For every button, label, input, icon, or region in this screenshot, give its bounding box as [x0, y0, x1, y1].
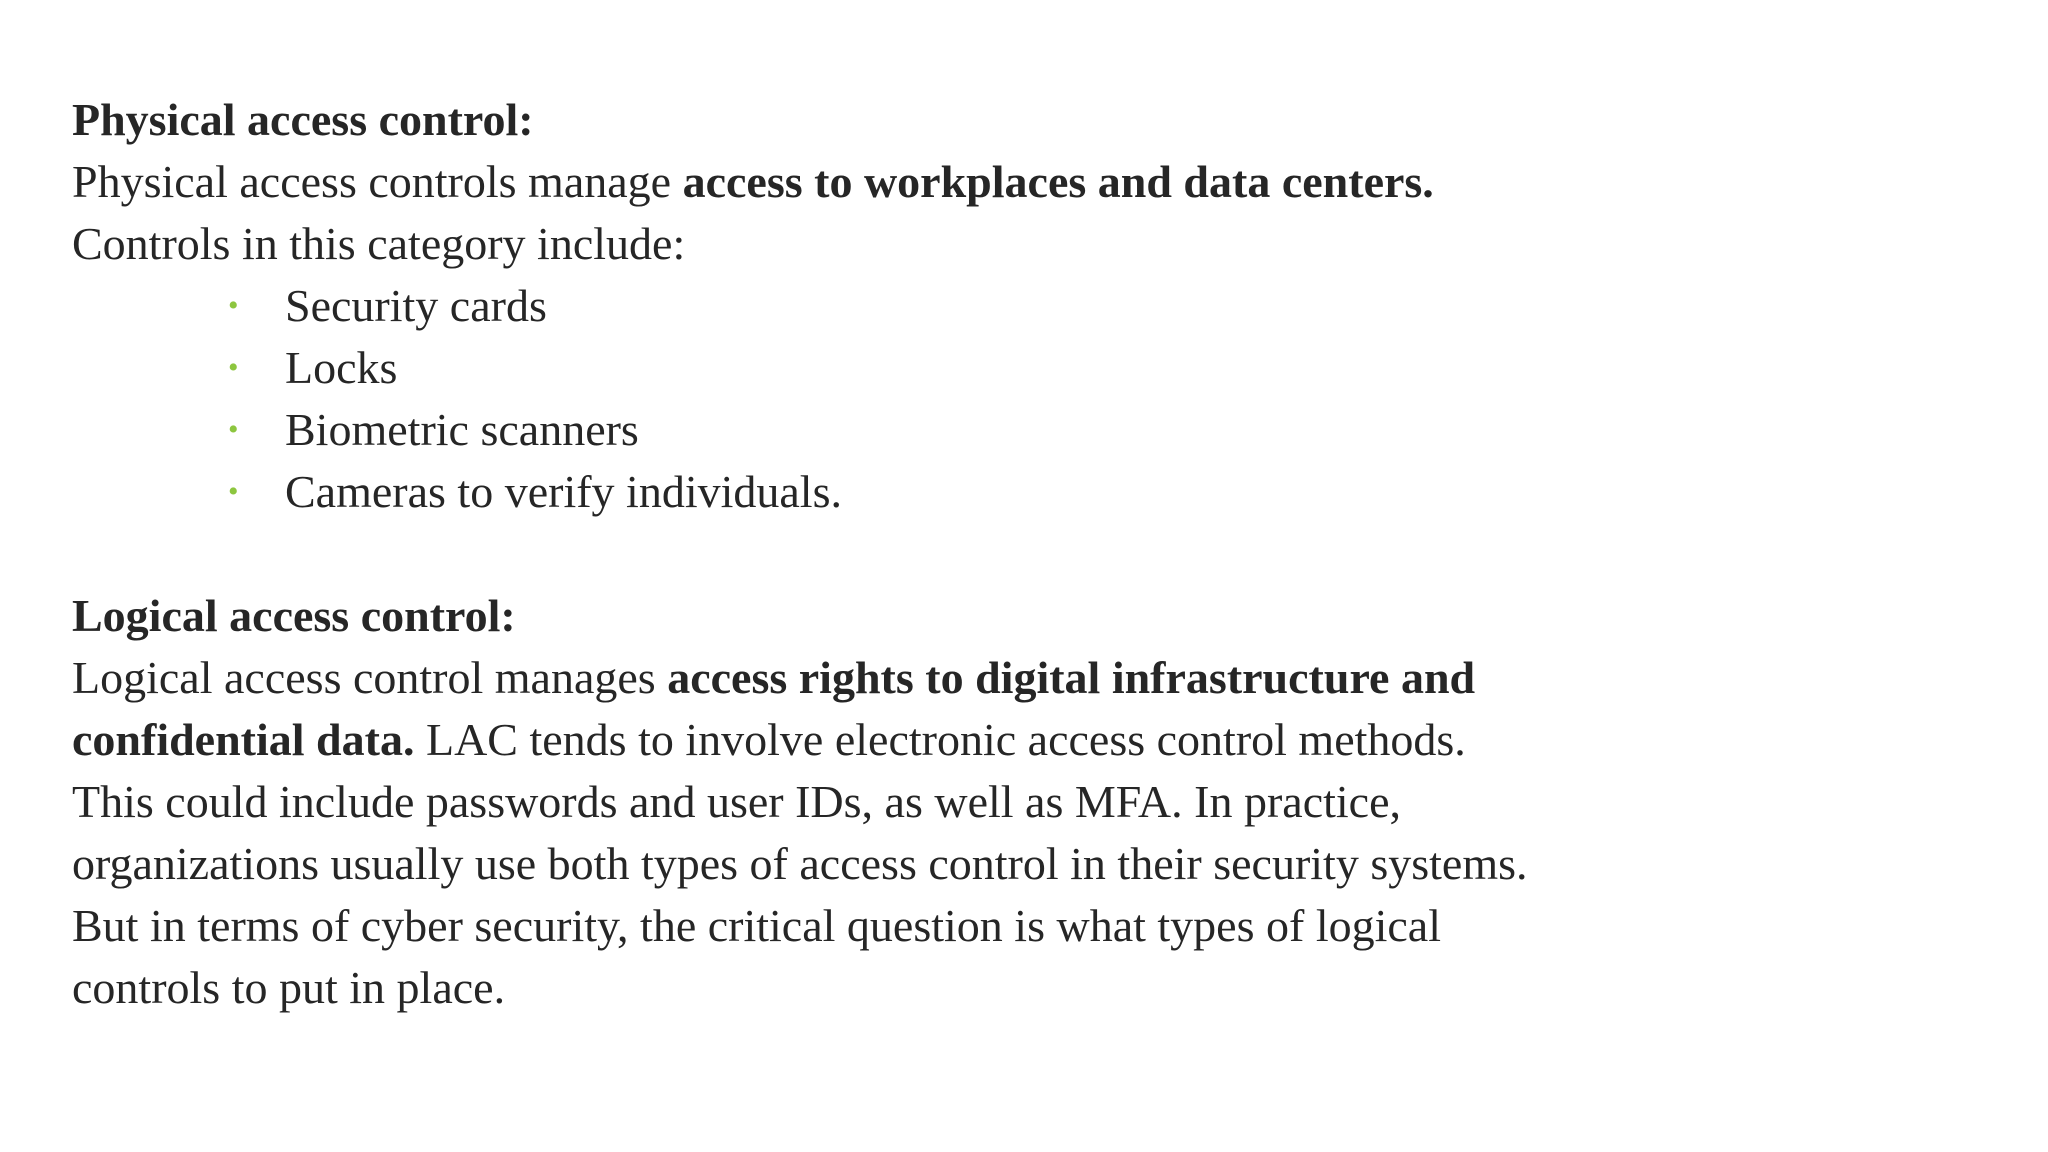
- physical-heading: Physical access control:: [72, 94, 534, 145]
- section-spacer: [72, 523, 1572, 585]
- bullet-icon: •: [228, 413, 239, 446]
- list-item-label: Biometric scanners: [285, 404, 639, 455]
- list-item: [228, 461, 1572, 523]
- bullet-icon: •: [228, 351, 239, 384]
- physical-para-bold: access to workplaces and data centers.: [682, 156, 1434, 207]
- physical-para-start: Physical access controls manage: [72, 156, 683, 207]
- list-item-label: Locks: [285, 342, 398, 393]
- bullet-icon: •: [228, 289, 239, 322]
- bullet-icon: •: [228, 475, 239, 508]
- physical-paragraph: [72, 151, 1502, 275]
- list-item: [228, 337, 1572, 399]
- logical-paragraph: [72, 647, 1552, 1019]
- physical-controls-list: [72, 275, 1572, 523]
- list-item-label: Cameras to verify individuals.: [285, 466, 842, 517]
- physical-para-end: Controls in this category include:: [72, 218, 686, 269]
- list-item: [228, 399, 1572, 461]
- list-item: [228, 275, 1572, 337]
- logical-para-end: LAC tends to involve electronic access control methods. This could include passwords and user IDs, as well as MFA. In practice, organizations usually use both types of access control in their security systems. But in terms of cyber security, the critical question is what types of logical controls to put in place.: [72, 714, 1528, 1013]
- list-item-label: Security cards: [285, 280, 547, 331]
- logical-para-bold: access rights to digital infrastructure and confidential data.: [72, 652, 1476, 765]
- text-block: [72, 89, 1572, 1019]
- logical-para-start: Logical access control manages: [72, 652, 668, 703]
- logical-heading: Logical access control:: [72, 590, 516, 641]
